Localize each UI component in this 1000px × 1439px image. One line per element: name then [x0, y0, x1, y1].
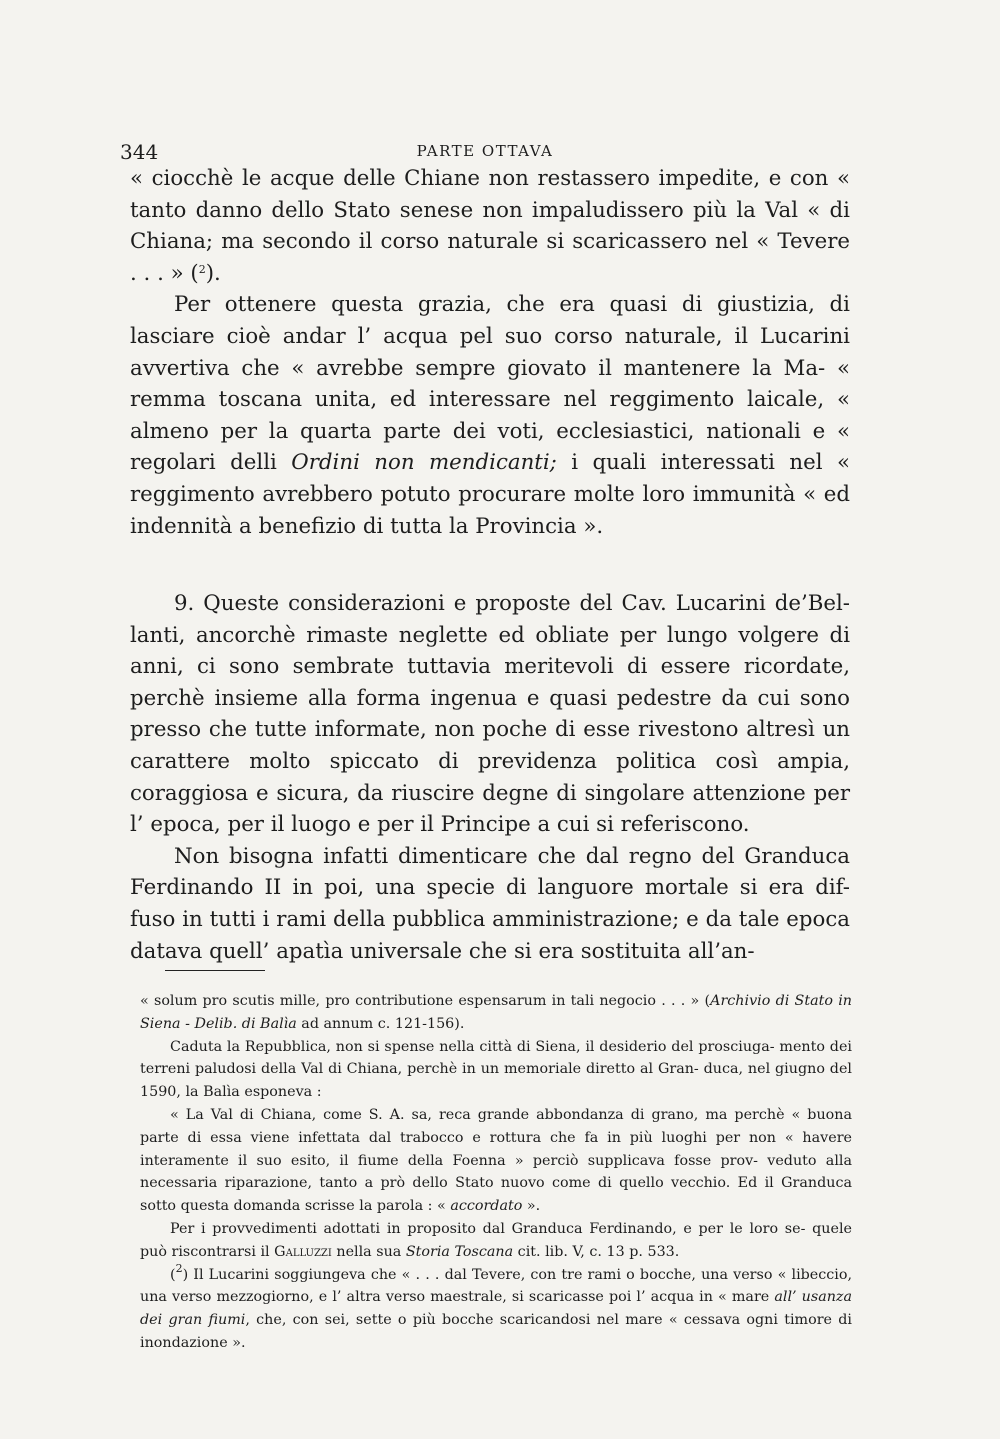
- footnote-continuation: [140, 990, 852, 1036]
- footnote-paragraph: Caduta la Repubblica, non si spense nella città di Siena, il desiderio del prosciuga- mento dei terreni paludosi della Val di Chiana, perchè in un memoriale diretto al Gran- duca, nel giugno del 1590, la Balìa esponeva :: [140, 1038, 852, 1101]
- footnote-text: Per i provvedimenti adottati in proposito dal Granduca Ferdinando, e per le loro se- quele può riscontrarsi il: [140, 1220, 852, 1260]
- paragraph-text-end: i quali interessati nel « reggimento avrebbero potuto procurare molte loro immunità « ed indennità a benefizio di tutta la Provincia ».: [130, 450, 850, 539]
- footnote-text-end: , che, con sei, sette o più bocche scaricandosi nel mare « cessava ogni timore di inondazione ».: [140, 1312, 852, 1351]
- footnote-text: nella sua: [331, 1243, 406, 1260]
- footnote-italic: accordato: [450, 1198, 523, 1215]
- paragraph-quote-continuation: [130, 163, 850, 289]
- running-title: PARTE OTTAVA: [416, 142, 554, 160]
- page-number: 344: [120, 140, 159, 164]
- footnotes: [140, 990, 852, 1355]
- paragraph-lucarini: [130, 289, 850, 542]
- paragraph-granduca: Non bisogna infatti dimenticare che dal regno del Granduca Ferdinando II in poi, una specie di languore mortale si era dif- fuso in tutti i rami della pubblica amministrazione; e da tale epoca datava quell’ apatìa universale che si era sostituita all’an-: [130, 843, 850, 964]
- paragraph-text-end: ).: [205, 260, 221, 286]
- paragraph-text: Per ottenere questa grazia, che era quasi di giustizia, di lasciare cioè andar l’ acqua pel suo corso naturale, il Lucarini avvertiva che « avrebbe sempre giovato il mantenere la Ma- « remma toscana unita, ed interessare nel reggimento laicale, « almeno per la quarta parte dei voti, ecclesiastici, nationali e « regolari delli: [130, 292, 850, 476]
- main-text-block-2: [130, 588, 850, 967]
- footnote-text-end: ».: [522, 1198, 541, 1215]
- footnote-text: « La Val di Chiana, come S. A. sa, reca grande abbondanza di grano, ma perchè « buona parte di essa viene infettata dal trabocco e rottura che fa in più luoghi per non « havere interamente il suo esito, il fiume della Foenna » perciò supplicava fosse prov- veduto alla necessaria riparazione, tanto a prò dello Stato nuovo come di quello vecchio. Ed il Granduca sotto questa domanda scrisse la parola : «: [140, 1106, 852, 1215]
- footnote-ref: 2: [198, 262, 206, 276]
- author-name: Galluzzi: [274, 1243, 332, 1260]
- footnote-number: 2: [175, 1261, 183, 1275]
- paragraph-section-9: 9. Queste considerazioni e proposte del Cav. Lucarini de’Bel- lanti, ancorchè rimaste neglette ed obliate per lungo volgere di anni, ci sono sembrate tuttavia meritevoli di essere ricordate, perchè insieme alla forma ingenua e quasi pedestre da cui sono presso che tutte informate, non poche di esse rivestono altresì un carattere molto spiccato di previdenza politica così ampia, coraggiosa e sicura, da riuscire degne di singolare attenzione per l’ epoca, per il luogo e per il Principe a cui si referiscono.: [130, 591, 850, 838]
- footnote-text: ) Il Lucarini soggiungeva che « . . . dal Tevere, con tre rami o bocche, una verso « libeccio, una verso mezzogiorno, e l’ altra verso maestrale, si scaricasse poi l’ acqua in « mare: [140, 1266, 852, 1306]
- footnote-text: « solum pro scutis mille, pro contributione espensarum in tali negocio . . . » (: [140, 993, 711, 1009]
- book-title: Storia Toscana: [405, 1243, 514, 1260]
- footnote-2: ($^2$) Il Lucarini soggiungeva che « . . . dal Tevere, con tre rami o bocche, una verso « libeccio, una verso mezzogiorno, e l’ altra verso maestrale, si scaricasse poi l’ acqua in « mare all’ usanza dei gran fiumi, che, con sei, sette o più bocche scaricandosi nel mare « cessava ogni timore di inondazione ».: [140, 1261, 852, 1351]
- footnote-quote: [140, 1104, 852, 1218]
- footnote-citation: Archivio di Stato in Siena - Delib. di Balìa: [140, 993, 852, 1032]
- footnote-paragraph: [140, 1218, 852, 1264]
- italic-phrase: Ordini non mendicanti;: [291, 450, 557, 476]
- footnote-divider: [165, 970, 265, 971]
- footnote-text-end: ad annum c. 121-156).: [296, 1015, 465, 1032]
- footnote-text-end: cit. lib. V, c. 13 p. 533.: [513, 1243, 680, 1260]
- paragraph-text: « ciocchè le acque delle Chiane non restassero impedite, e con « tanto danno dello Stato senese non impaludissero più la Val « di Chiana; ma secondo il corso naturale si scaricassero nel « Tevere . . . » (: [130, 166, 850, 286]
- footnote-italic: all’ usanza dei gran fiumi: [140, 1289, 852, 1329]
- main-text-block-1: [130, 163, 850, 542]
